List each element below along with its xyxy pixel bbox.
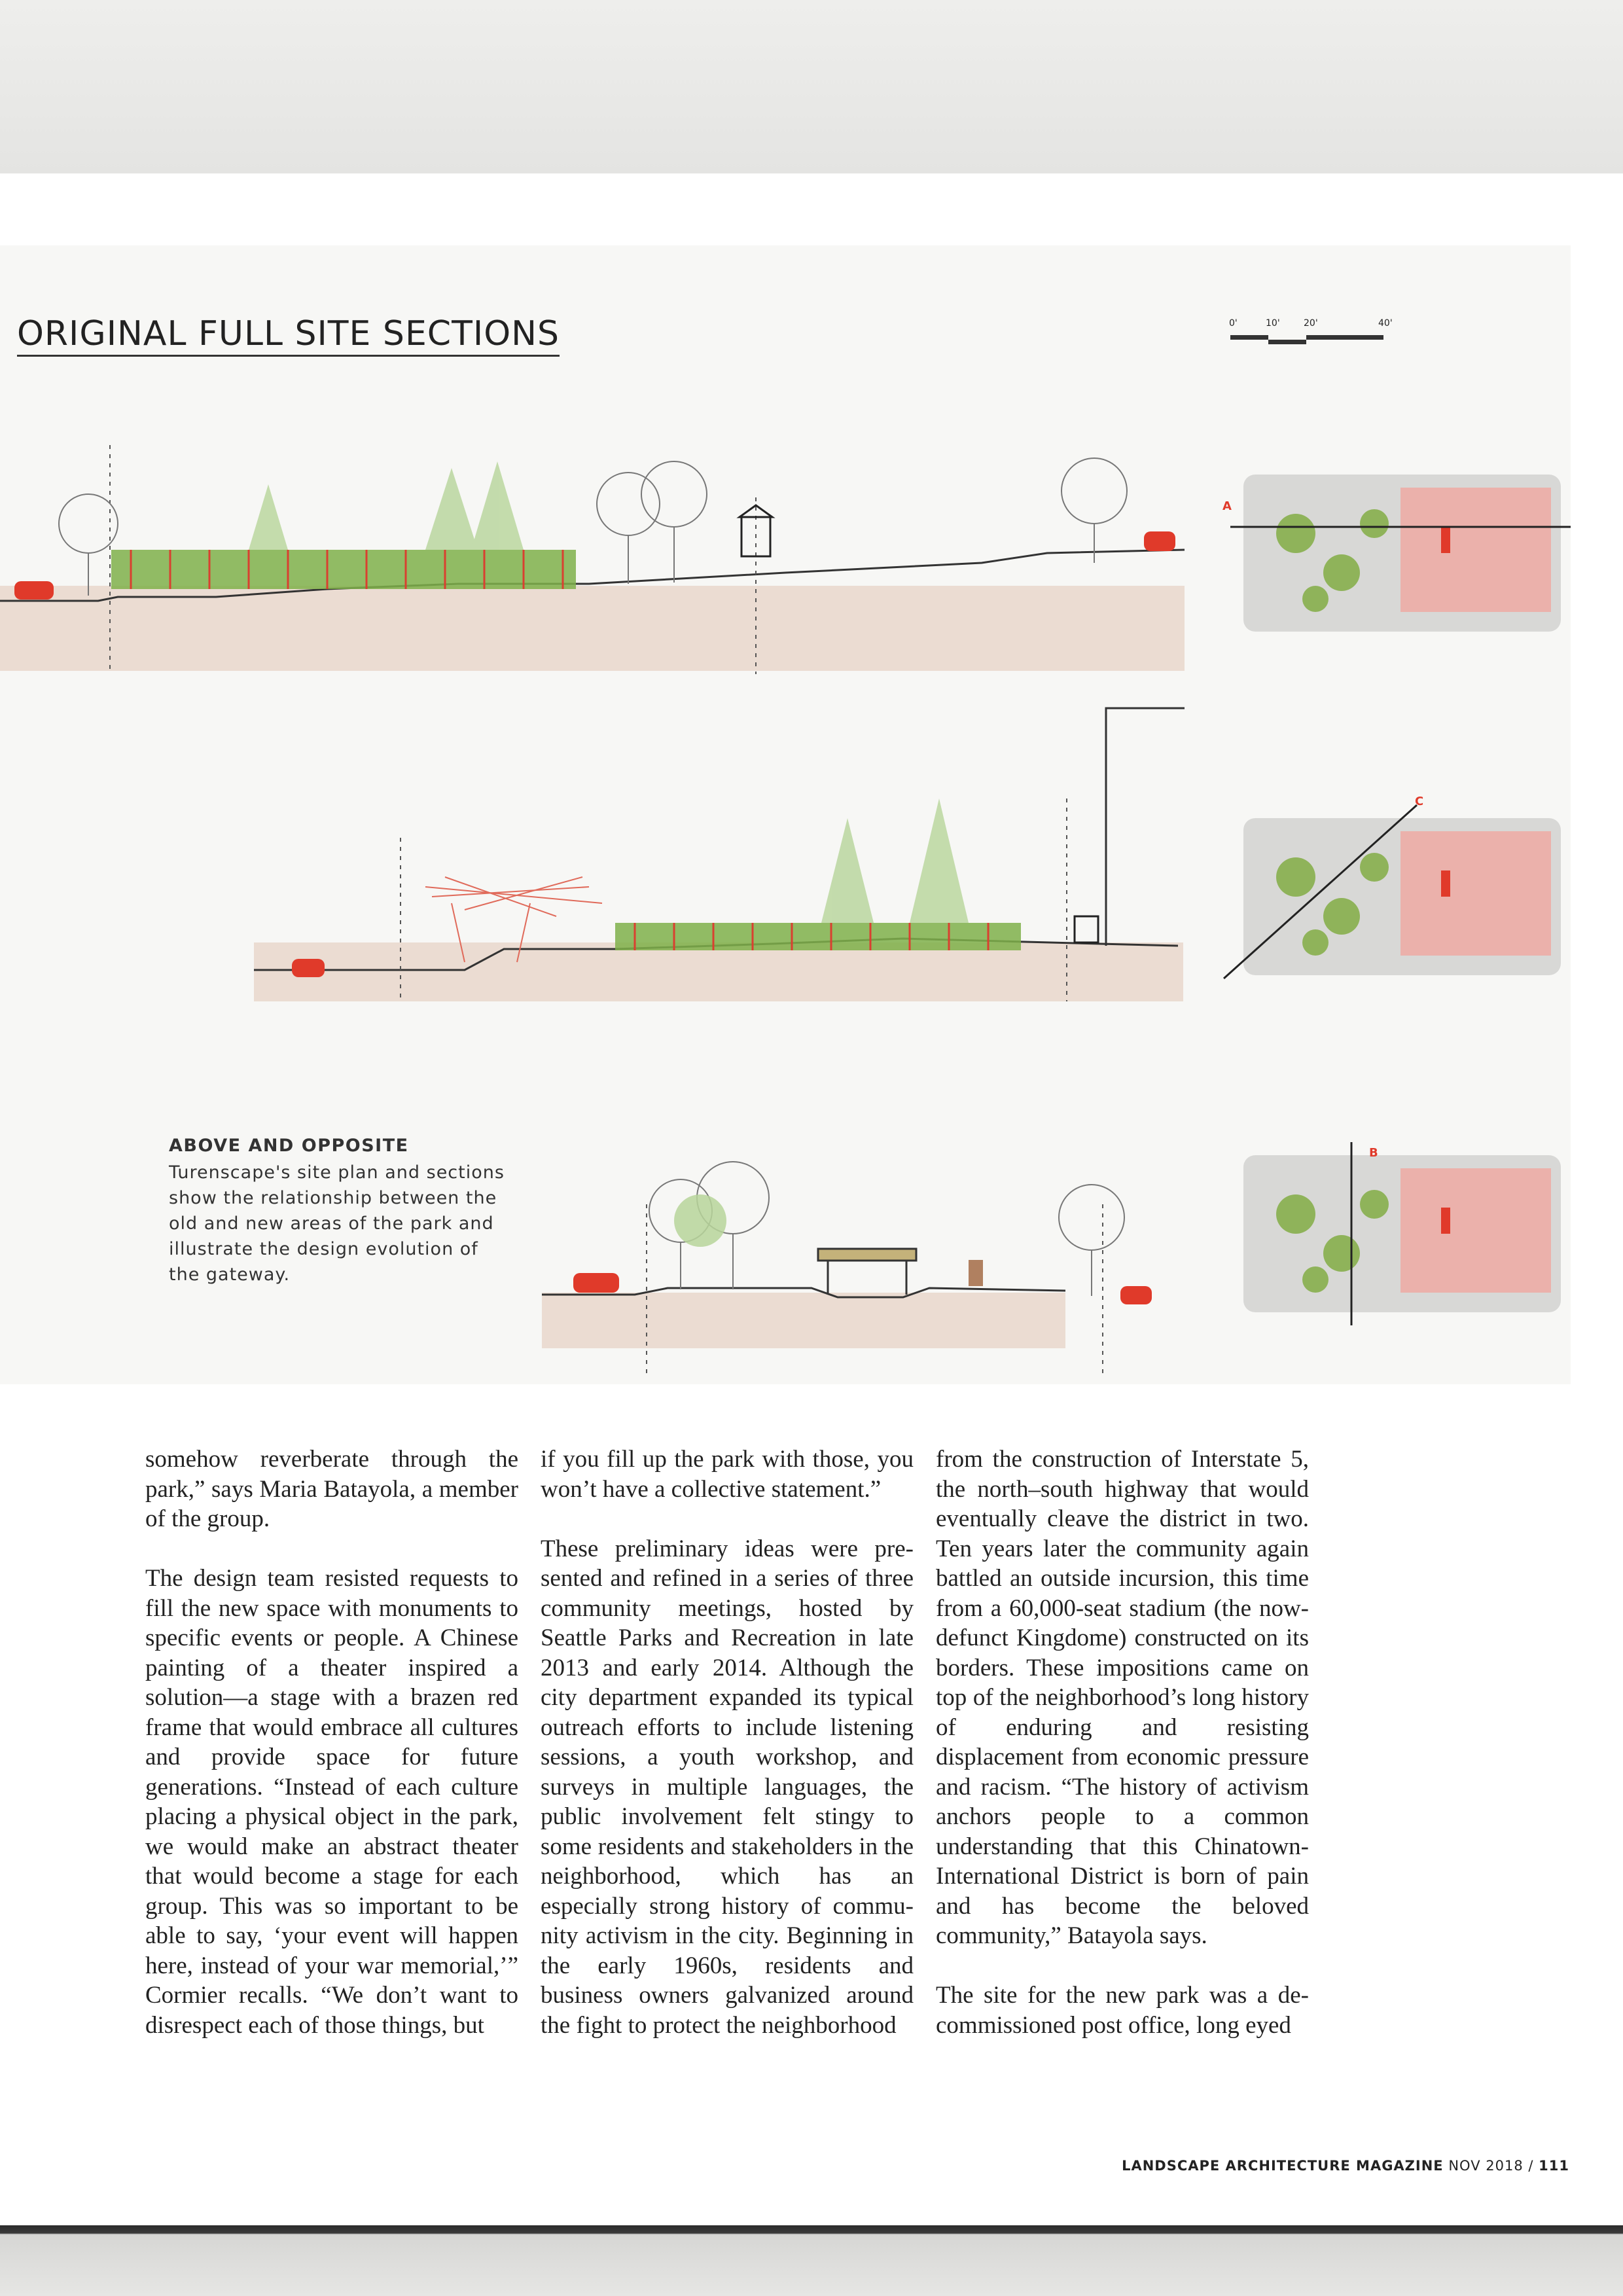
- scale-label-0: 0': [1229, 318, 1238, 329]
- scan-margin-bottom: [0, 2225, 1623, 2296]
- scan-margin-top: [0, 0, 1623, 177]
- page-footer: [1122, 2158, 1569, 2174]
- article-paragraph: if you fill up the park with those, you won’t have a collective statement.”: [541, 1446, 914, 1503]
- section-c-drawing: [249, 700, 1191, 1008]
- article-paragraph: The site for the new park was a decommissioned post office, long eyed: [936, 1982, 1309, 2039]
- figure-caption: [169, 1136, 509, 1287]
- scale-label-40: 40': [1378, 318, 1393, 329]
- key-plan-a: [1222, 461, 1571, 645]
- page-number: 111: [1539, 2158, 1569, 2174]
- magazine-name: LANDSCAPE ARCHITECTURE MAGAZINE: [1122, 2158, 1444, 2174]
- article-column-3: [936, 1444, 1309, 2040]
- article-paragraph: These preliminary ideas were presented and refined in a series of three community meetings, hosted by Seattle Parks and Recreation in late 2013 and early 2014. Although the city department expanded its typical outreach efforts to include listening sessions, a youth workshop, and surveys in multiple languages, the public involvement felt stingy to some residents and stakeholders in the neighborhood, which has an especially strong history of community activism in the city. Beginning in the early 1960s, residents and business owners galvanized around the fight to protect the neighborhood: [541, 1535, 914, 2039]
- figure-title: ORIGINAL FULL SITE SECTIONS: [17, 314, 560, 357]
- marker-b-top: B: [1369, 1146, 1378, 1160]
- section-a-drawing: [0, 432, 1191, 681]
- issue-date: NOV 2018: [1448, 2158, 1524, 2174]
- caption-heading: ABOVE AND OPPOSITE: [169, 1136, 409, 1156]
- article-paragraph: The design team resisted requests to fill the new space with monuments to specific events or people. A Chinese painting of a theater inspired a solution—a stage with a brazen red frame that would embrace all cultures and provide space for future generations. “Instead of each culture placing a physical object in the park, we would make an abstract theater that would become a stage for each group. This was so important to be able to say, ‘your event will happen here, instead of your war memorial,’” Cormier recalls. “We don’t want to disrespect each of those things, but: [145, 1565, 518, 2039]
- scale-label-10: 10': [1266, 318, 1280, 329]
- key-plan-b: [1230, 1142, 1571, 1325]
- key-plan-c: [1230, 795, 1571, 988]
- article-column-2: [541, 1444, 914, 2040]
- scale-label-20: 20': [1304, 318, 1318, 329]
- article-paragraph: somehow reverberate through the park,” says Maria Batayola, a member of the group.: [145, 1446, 518, 1532]
- caption-text: Turenscape's site plan and sections show the relationship between the old and new areas of the park and illustrate the design evolution of the gateway.: [169, 1162, 505, 1285]
- marker-c-top: C: [1415, 795, 1424, 808]
- article-column-1: [145, 1444, 518, 2040]
- scale-bar: [1224, 314, 1394, 353]
- article-paragraph: from the construction of Interstate 5, the north–south highway that would eventually cleave the district in two. Ten years later the community again battled an outside incursion, this time from a 60,000-seat stadium (the now-defunct Kingdome) constructed on its borders. These impositions came on top of the neighborhood’s long history of enduring and resisting displacement from economic pressure and racism. “The history of activism anchors people to a common understanding that this Chinatown-International District is born of pain and has become the beloved community,” Batayola says.: [936, 1446, 1309, 1949]
- folio-separator: /: [1528, 2158, 1534, 2174]
- marker-a: A: [1222, 499, 1232, 513]
- section-b-drawing: [537, 1126, 1191, 1388]
